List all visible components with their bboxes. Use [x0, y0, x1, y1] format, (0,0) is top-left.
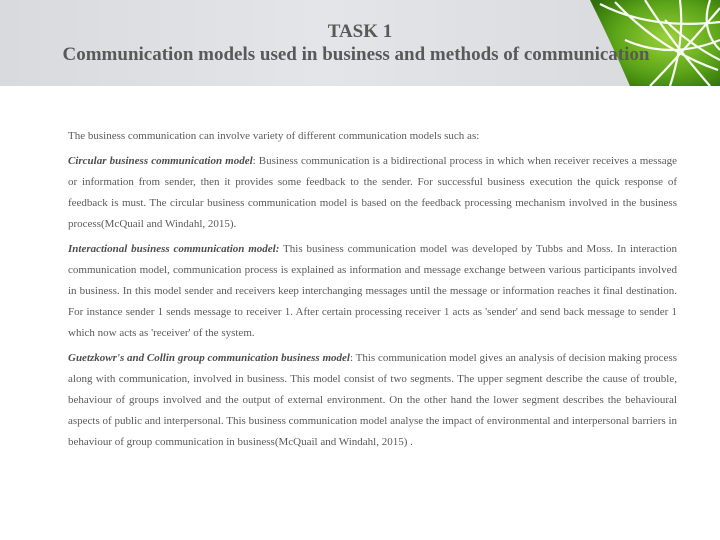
- paragraph-interactional-model: [68, 239, 677, 344]
- slide-title: [0, 20, 720, 66]
- interactional-model-heading: Interactional business communication model:: [68, 243, 280, 255]
- slide-body: [68, 126, 677, 457]
- circular-model-text: : Business communication is a bidirectional process in which when receiver receives a message or information from sender, then it provides some feedback to the sender. For successful business execution the quick response of feedback is must. The circular business communication model is based on the feedback processing mechanism involved in the business process(McQuail and Windahl, 2015).: [68, 155, 677, 230]
- circular-model-heading: Circular business communication model: [68, 155, 253, 167]
- title-heading: Communication models used in business and methods of communication: [62, 44, 650, 65]
- group-model-heading: Guetzkowr's and Collin group communication business model: [68, 352, 350, 364]
- paragraph-circular-model: [68, 151, 677, 235]
- group-model-text: : This communication model gives an analysis of decision making process along with communication, involved in business. This model consist of two segments. The upper segment describe the cause of trouble, behaviour of groups involved and the output of external environment. On the other hand the lower segment describes the behavioural aspects of public and interpersonal. This business communication model analyse the impact of environmental and interpersonal barriers in behaviour of group communication in business(McQuail and Windahl, 2015) .: [68, 352, 677, 448]
- interactional-model-text: This business communication model was developed by Tubbs and Moss. In interaction communication model, communication process is explained as information and message exchange between various participants involved in business. In this model sender and receivers keep interchanging messages until the message or information reaches it final destination. For instance sender 1 sends message to receiver 1. After certain processing receiver 1 acts as 'sender' and send back message to sender 1 which now acts as 'receiver' of the system.: [68, 243, 678, 339]
- paragraph-group-model: [68, 348, 677, 453]
- intro-text: The business communication can involve variety of different communication models such as:: [68, 130, 480, 142]
- slide-header: [0, 0, 720, 86]
- title-task: TASK 1: [327, 21, 393, 42]
